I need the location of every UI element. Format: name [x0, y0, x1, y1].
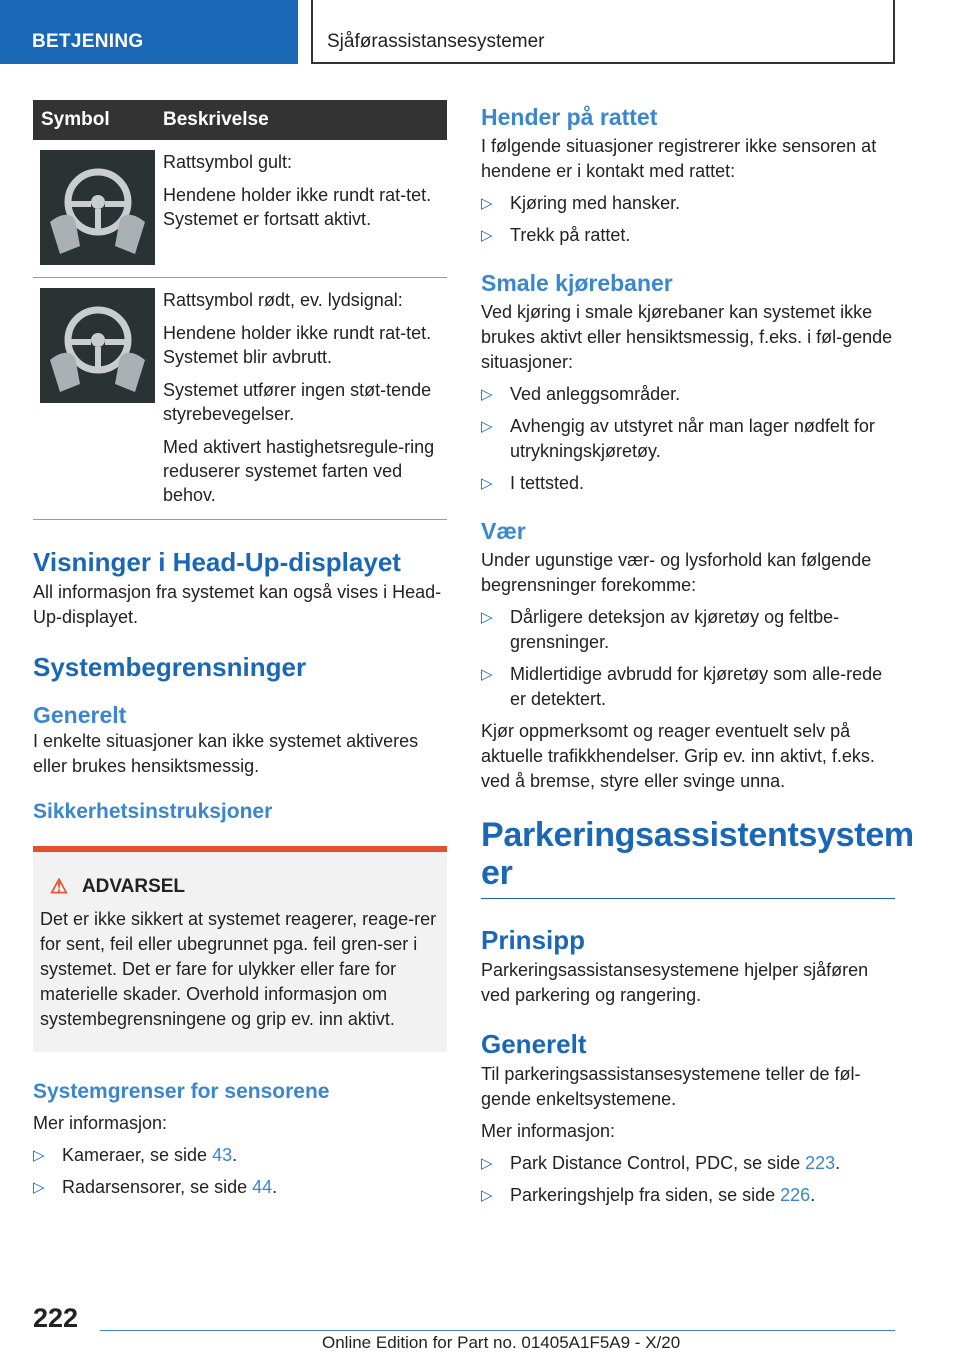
bullet-triangle-icon: ▷ — [481, 666, 493, 683]
hud-text: All informasjon fra systemet kan også vises i Head-Up-displayet. — [33, 582, 442, 627]
left-column — [33, 100, 447, 1200]
bullet-triangle-icon: ▷ — [481, 386, 493, 403]
table-row — [33, 278, 447, 520]
page-header — [0, 0, 960, 66]
list-item: ▷ Midlertidige avbrudd for kjøretøy som alle-rede er detektert. — [481, 664, 883, 709]
page-link[interactable]: 226 — [780, 1185, 811, 1205]
parking-list — [481, 1151, 895, 1208]
section-label: BETJENING — [0, 0, 298, 64]
symbol-table — [33, 100, 447, 520]
row2-line3: Systemet utfører ingen støt-tende styrebevegelser. — [163, 380, 432, 424]
row2-line2: Hendene holder ikke rundt rat-tet. Systemet blir avbrutt. — [163, 323, 432, 367]
principle-text: Parkeringsassistansesystemene hjelper sjåføren ved parkering og rangering. — [481, 960, 869, 1005]
bullet-triangle-icon: ▷ — [481, 195, 493, 212]
hands-list — [481, 191, 895, 248]
warning-triangle-icon: ⚠ — [50, 876, 68, 898]
sensor-list — [33, 1143, 447, 1200]
general-text-right: Til parkeringsassistansesystemene teller de føl-gende enkeltsystemene. — [481, 1064, 861, 1109]
safety-title: Sikkerhetsinstruksjoner — [33, 800, 273, 823]
weather-text: Under ugunstige vær- og lysforhold kan følgende begrensninger forekomme: — [481, 550, 872, 595]
table-header — [33, 100, 447, 140]
bullet-triangle-icon: ▷ — [33, 1147, 45, 1164]
lanes-list — [481, 382, 895, 496]
sensor-title: Systemgrenser for sensorene — [33, 1080, 330, 1103]
weather-list — [481, 605, 895, 712]
warning-title: ADVARSEL — [81, 875, 186, 897]
more-info-left: Mer informasjon: — [33, 1113, 168, 1133]
warning-box — [33, 846, 447, 1052]
lanes-text: Ved kjøring i smale kjørebaner kan systemet ikke brukes aktivt eller hensiktsmessig, f.eks. i føl-gende situasjoner: — [481, 302, 893, 372]
general-title: Generelt — [33, 702, 127, 728]
more-info-right: Mer informasjon: — [481, 1121, 616, 1141]
parking-title: Parkeringsassistentsystem er — [481, 816, 914, 892]
list-item: ▷ Parkeringshjelp fra siden, se side 226. — [481, 1183, 895, 1208]
bullet-triangle-icon: ▷ — [481, 418, 493, 435]
weather-title: Vær — [481, 518, 526, 544]
list-item: ▷ I tettsted. — [481, 471, 895, 496]
page-number: 222 — [33, 1303, 79, 1333]
row2-line4: Med aktivert hastighetsregule-ring reduserer systemet farten ved behov. — [163, 437, 435, 505]
steering-wheel-yellow-icon — [40, 150, 155, 265]
list-item: ▷ Avhengig av utstyret når man lager nødfelt for utrykningskjøretøy. — [481, 416, 875, 461]
hud-title: Visninger i Head-Up-displayet — [33, 547, 401, 577]
table-row — [33, 140, 447, 278]
bullet-triangle-icon: ▷ — [481, 609, 493, 626]
list-item: ▷ Trekk på rattet. — [481, 223, 895, 248]
limits-title: Systembegrensninger — [33, 652, 307, 682]
hands-title: Hender på rattet — [481, 104, 658, 130]
page-link[interactable]: 223 — [805, 1153, 836, 1173]
page-link[interactable]: 43 — [212, 1145, 233, 1165]
bullet-triangle-icon: ▷ — [481, 227, 493, 244]
bullet-triangle-icon: ▷ — [481, 1155, 493, 1172]
list-item: ▷ Dårligere deteksjon av kjøretøy og feltbe-grensninger. — [481, 607, 840, 652]
hands-text: I følgende situasjoner registrerer ikke sensoren at hendene er i kontakt med rattet: — [481, 136, 877, 181]
lanes-title: Smale kjørebaner — [481, 270, 673, 296]
list-item: ▷ Kjøring med hansker. — [481, 191, 895, 216]
page-link[interactable]: 44 — [252, 1177, 273, 1197]
general-title-right: Generelt — [481, 1029, 587, 1059]
list-item: ▷ Kameraer, se side 43. — [33, 1143, 447, 1168]
weather-after: Kjør oppmerksomt og reager eventuelt selv på aktuelle trafikkhendelser. Grip ev. inn aktivt, f.eks. ved å bremse, styre eller svinge unna. — [481, 721, 875, 791]
list-item: ▷ Radarsensorer, se side 44. — [33, 1175, 447, 1200]
chapter-label: Sjåførassistansesystemer — [311, 0, 895, 64]
edition-text: Online Edition for Part no. 01405A1F5A9 - X/20 — [322, 1333, 681, 1352]
list-item: ▷ Ved anleggsområder. — [481, 382, 895, 407]
row2-line1: Rattsymbol rødt, ev. lydsignal: — [163, 290, 403, 310]
table-header-symbol: Symbol — [41, 109, 110, 130]
bullet-triangle-icon: ▷ — [481, 1187, 493, 1204]
warning-text: Det er ikke sikkert at systemet reagerer, reage-rer for sent, feil eller ubegrunnet pga. feil gren-ser i systemet. Det er fare for ulykker eller fare for materielle skader. Overhold informasjon om systembegrensningene og grip ev. inn aktivt. — [40, 909, 437, 1029]
footer-rule — [100, 1330, 895, 1331]
bullet-triangle-icon: ▷ — [33, 1179, 45, 1196]
list-item: ▷ Park Distance Control, PDC, se side 223. — [481, 1151, 895, 1176]
steering-wheel-red-icon — [40, 288, 155, 403]
row1-line1: Rattsymbol gult: — [163, 152, 293, 172]
general-text: I enkelte situasjoner kan ikke systemet aktiveres eller brukes hensiktsmessig. — [33, 731, 419, 776]
right-column — [481, 100, 914, 1208]
table-header-description: Beskrivelse — [163, 109, 269, 130]
row1-line2: Hendene holder ikke rundt rat-tet. Systemet er fortsatt aktivt. — [163, 185, 432, 229]
bullet-triangle-icon: ▷ — [481, 475, 493, 492]
principle-title: Prinsipp — [481, 925, 586, 955]
